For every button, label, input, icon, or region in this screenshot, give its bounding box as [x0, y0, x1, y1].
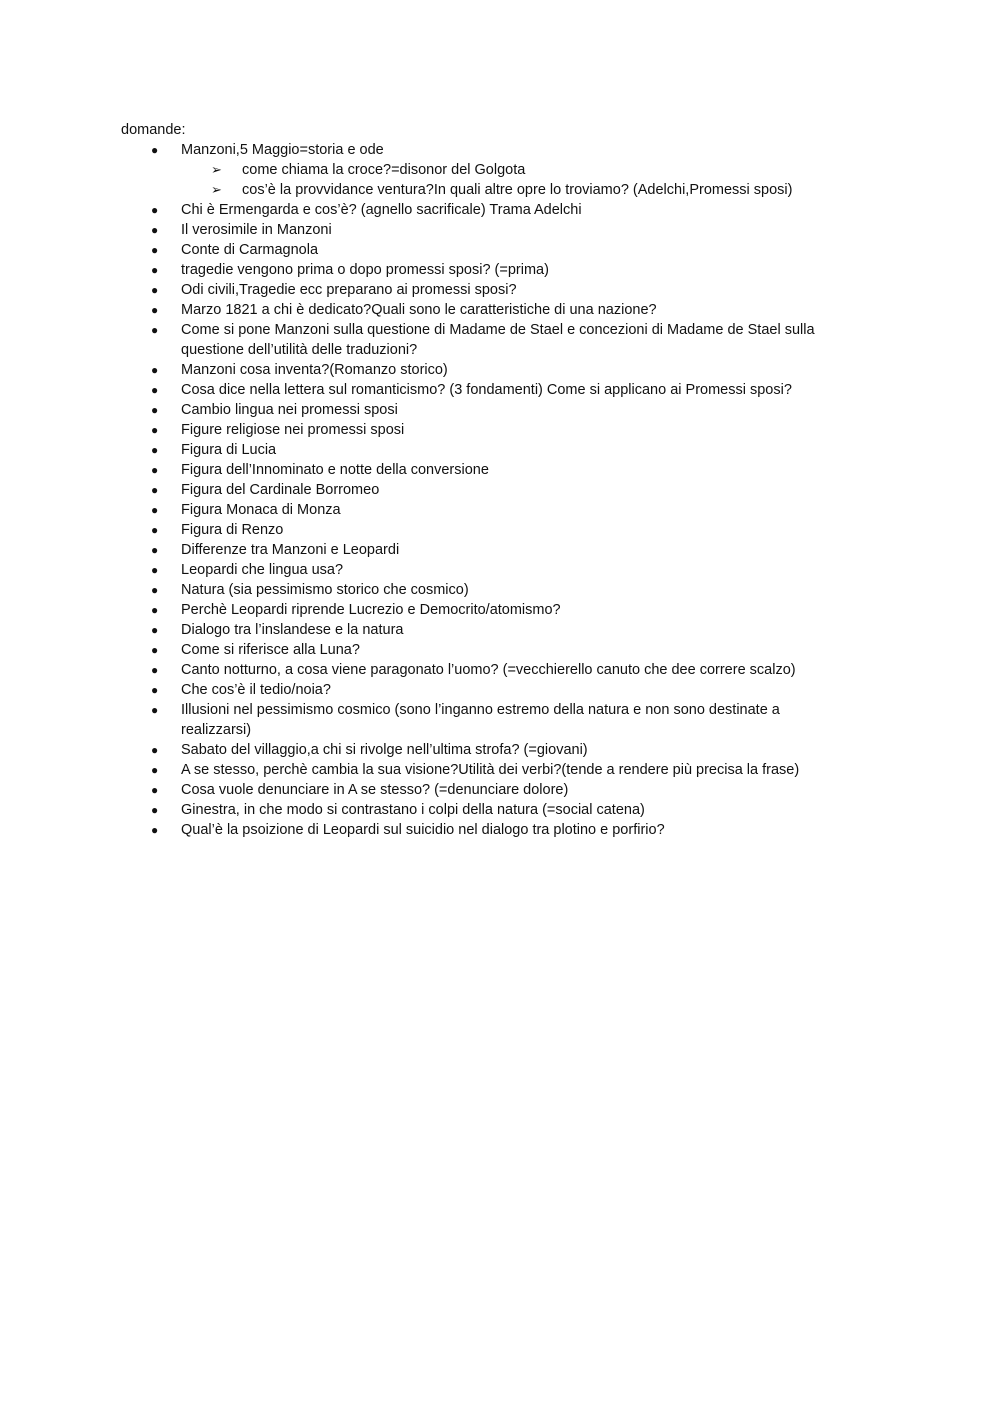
list-item-text: Come si pone Manzoni sulla questione di Madame de Stael e concezioni di Madame de Stael sulla questione dell’utilità delle traduzioni? — [181, 322, 815, 358]
list-item — [0, 540, 1000, 560]
bullet-icon: ● — [151, 763, 159, 777]
list-item — [0, 560, 1000, 580]
list-item-text: Figura di Renzo — [181, 522, 284, 538]
list-item-text: Odi civili,Tragedie ecc preparano ai promessi sposi? — [181, 282, 517, 298]
bullet-icon: ● — [151, 523, 159, 537]
bullet-icon: ● — [151, 223, 159, 237]
list-item-text: Sabato del villaggio,a chi si rivolge nell’ultima strofa? (=giovani) — [181, 742, 588, 758]
list-item — [0, 420, 1000, 440]
list-item — [0, 800, 1000, 820]
bullet-icon: ● — [151, 203, 159, 217]
bullet-icon: ● — [151, 703, 159, 717]
list-item-text: Manzoni cosa inventa?(Romanzo storico) — [181, 362, 448, 378]
list-item-text: Conte di Carmagnola — [181, 242, 319, 258]
list-item-text: Figura Monaca di Monza — [181, 502, 341, 518]
bullet-icon: ● — [151, 243, 159, 257]
list-item-text: Figura dell’Innominato e notte della conversione — [181, 462, 489, 478]
list-item — [0, 780, 1000, 800]
list-item-text: Cosa dice nella lettera sul romanticismo? (3 fondamenti) Come si applicano ai Promessi sposi? — [181, 382, 792, 398]
list-item — [0, 820, 1000, 840]
list-item — [0, 580, 1000, 600]
bullet-icon: ● — [151, 463, 159, 477]
list-item — [0, 620, 1000, 640]
question-list — [0, 140, 1000, 840]
document-heading: domande: — [121, 122, 186, 138]
bullet-icon: ● — [151, 443, 159, 457]
bullet-icon: ● — [151, 683, 159, 697]
list-item — [0, 260, 1000, 280]
list-item-text: tragedie vengono prima o dopo promessi sposi? (=prima) — [181, 262, 549, 278]
bullet-icon: ● — [151, 643, 159, 657]
list-item — [0, 700, 1000, 740]
bullet-icon: ● — [151, 263, 159, 277]
list-item — [0, 660, 1000, 680]
list-item — [0, 600, 1000, 620]
list-item-text: Cosa vuole denunciare in A se stesso? (=denunciare dolore) — [181, 782, 569, 798]
list-item — [0, 440, 1000, 460]
bullet-icon: ● — [151, 323, 159, 337]
list-item-text: Dialogo tra l’inslandese e la natura — [181, 622, 404, 638]
list-item — [0, 300, 1000, 320]
list-item-text: Canto notturno, a cosa viene paragonato l’uomo? (=vecchierello canuto che dee correre scalzo) — [181, 662, 796, 678]
list-item-text: Manzoni,5 Maggio=storia e ode — [181, 142, 384, 158]
list-item-text: Il verosimile in Manzoni — [181, 222, 332, 238]
bullet-icon: ● — [151, 383, 159, 397]
list-item-text: Chi è Ermengarda e cos’è? (agnello sacrificale) Trama Adelchi — [181, 202, 582, 218]
bullet-icon: ● — [151, 583, 159, 597]
list-item-text: A se stesso, perchè cambia la sua visione?Utilità dei verbi?(tende a rendere più precisa la frase) — [181, 762, 800, 778]
list-item-text: Differenze tra Manzoni e Leopardi — [181, 542, 400, 558]
list-item — [0, 520, 1000, 540]
sub-list-item-text: come chiama la croce?=disonor del Golgota — [242, 162, 526, 178]
bullet-icon: ● — [151, 783, 159, 797]
list-item — [0, 360, 1000, 380]
bullet-icon: ● — [151, 283, 159, 297]
list-item-text: Perchè Leopardi riprende Lucrezio e Democrito/atomismo? — [181, 602, 561, 618]
bullet-icon: ● — [151, 363, 159, 377]
arrow-bullet-icon: ➢ — [211, 162, 222, 177]
bullet-icon: ● — [151, 303, 159, 317]
list-item — [0, 460, 1000, 480]
bullet-icon: ● — [151, 423, 159, 437]
list-item-text: Marzo 1821 a chi è dedicato?Quali sono le caratteristiche di una nazione? — [181, 302, 657, 318]
list-item — [0, 740, 1000, 760]
bullet-icon: ● — [151, 403, 159, 417]
list-item-text: Cambio lingua nei promessi sposi — [181, 402, 398, 418]
list-item — [0, 280, 1000, 300]
bullet-icon: ● — [151, 543, 159, 557]
list-item — [0, 400, 1000, 420]
list-item — [0, 480, 1000, 500]
bullet-icon: ● — [151, 823, 159, 837]
bullet-icon: ● — [151, 803, 159, 817]
bullet-icon: ● — [151, 663, 159, 677]
arrow-bullet-icon: ➢ — [211, 182, 222, 197]
list-item-text: Figura di Lucia — [181, 442, 277, 458]
bullet-icon: ● — [151, 603, 159, 617]
list-item-text: Qual’è la psoizione di Leopardi sul suicidio nel dialogo tra plotino e porfirio? — [181, 822, 665, 838]
list-item-text: Che cos’è il tedio/noia? — [181, 682, 331, 698]
list-item — [0, 760, 1000, 780]
list-item — [0, 240, 1000, 260]
list-item-text: Natura (sia pessimismo storico che cosmico) — [181, 582, 469, 598]
sub-list-item — [0, 160, 1000, 180]
list-item-text: Figura del Cardinale Borromeo — [181, 482, 380, 498]
bullet-icon: ● — [151, 623, 159, 637]
bullet-icon: ● — [151, 143, 159, 157]
list-item — [0, 320, 1000, 360]
list-item — [0, 380, 1000, 400]
list-item-text: Illusioni nel pessimismo cosmico (sono l’inganno estremo della natura e non sono destinate a realizzarsi) — [181, 702, 780, 738]
list-item-text: Leopardi che lingua usa? — [181, 562, 344, 578]
bullet-icon: ● — [151, 743, 159, 757]
list-item — [0, 680, 1000, 700]
list-item — [0, 200, 1000, 220]
list-item — [0, 140, 1000, 160]
bullet-icon: ● — [151, 563, 159, 577]
sub-list-item — [0, 180, 1000, 200]
list-item — [0, 640, 1000, 660]
bullet-icon: ● — [151, 483, 159, 497]
list-item-text: Ginestra, in che modo si contrastano i colpi della natura (=social catena) — [181, 802, 645, 818]
bullet-icon: ● — [151, 503, 159, 517]
list-item — [0, 500, 1000, 520]
sub-list-item-text: cos’è la provvidance ventura?In quali altre opre lo troviamo? (Adelchi,Promessi sposi) — [242, 182, 793, 198]
list-item-text: Come si riferisce alla Luna? — [181, 642, 360, 658]
list-item-text: Figure religiose nei promessi sposi — [181, 422, 405, 438]
list-item — [0, 220, 1000, 240]
